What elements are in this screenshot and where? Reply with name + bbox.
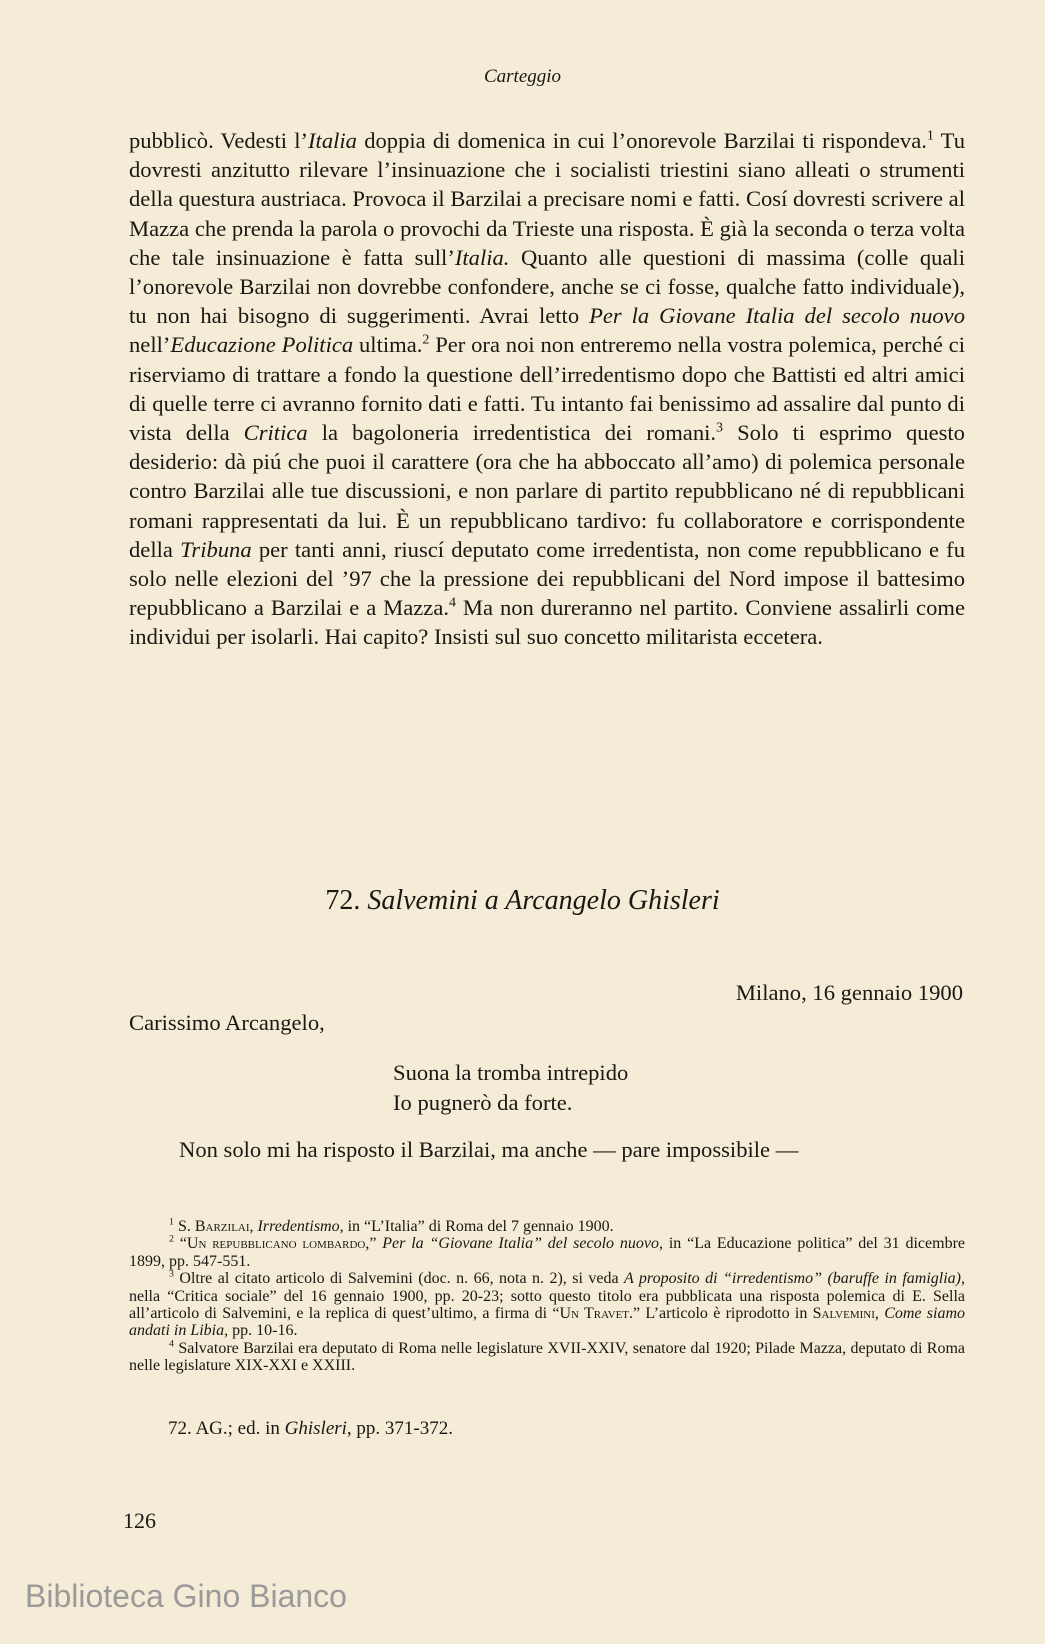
- text: Per ora noi non entreremo nella vostra polemica, perché ci riserviamo di trattare a fondo la questione dell’irredentismo dopo che Battisti ed altri amici di quelle terre ci avranno fornito dati e fatti. Tu intanto fai benissimo ad assalire dal punto di vista della: [129, 332, 965, 446]
- footnote-ref: 3: [716, 420, 724, 436]
- body-text: [129, 126, 965, 652]
- text: .” L’articolo è riprodotto in: [629, 1305, 813, 1323]
- text: S.: [173, 1218, 195, 1235]
- footnote-ref: 2: [422, 332, 430, 348]
- text: , in “L’Italia” di Roma del 7 gennaio 1900.: [339, 1218, 614, 1235]
- small-caps-text: Salvemini: [812, 1305, 875, 1323]
- text: per tanti anni, riuscí deputato come irredentista, non come repubblicano e fu solo nelle elezioni del ’97 che la pressione dei repubblicani del Nord impose il battesimo repubblicano a Barzilai e a Mazza.: [129, 536, 965, 621]
- text: pubblicò. Vedesti l’: [129, 128, 309, 153]
- italic-text: Per la Giovane Italia del secolo nuovo: [589, 303, 965, 329]
- footnote-number: 4: [169, 1338, 174, 1350]
- footnotes: [129, 1218, 965, 1375]
- small-caps-text: Un Travet: [559, 1305, 630, 1323]
- letter-heading: [0, 885, 1045, 917]
- italic-text: Educazione Politica: [170, 332, 354, 358]
- letter-number: 72.: [325, 885, 361, 916]
- text: , in “La Educazione politica” del 31 dicembre 1899, pp. 547-551.: [129, 1235, 966, 1270]
- italic-text: A proposito di “irredentismo” (baruffe in famiglia): [624, 1270, 961, 1288]
- text: ,”: [365, 1235, 383, 1253]
- italic-text: Irredentismo: [257, 1218, 340, 1235]
- source-note: [168, 1418, 453, 1440]
- verse-line: Io pugnerò da forte.: [393, 1090, 573, 1115]
- body-paragraph: [129, 126, 965, 652]
- italic-text: Italia: [308, 128, 357, 153]
- footnote-number: 2: [169, 1234, 174, 1246]
- footnote: [129, 1340, 965, 1375]
- text: Salvatore Barzilai era deputato di Roma nelle legislature XVII-XXIV, senatore dal 1920; Pilade Mazza, deputato di Roma nelle legislature XIX-XXI e XXIII.: [129, 1339, 965, 1375]
- letter-title: Salvemini a Arcangelo Ghisleri: [367, 885, 720, 916]
- library-watermark: Biblioteca Gino Bianco: [25, 1578, 347, 1614]
- italic-text: Ghisleri: [284, 1418, 347, 1439]
- text: ,: [249, 1218, 258, 1235]
- italic-text: Come siamo andati in Libia: [129, 1305, 966, 1340]
- footnote-number: 1: [169, 1216, 174, 1228]
- italic-text: Tribuna: [180, 536, 252, 562]
- text: ultima.: [353, 332, 423, 358]
- text: , nella “Critica sociale” del 16 gennaio 1900, pp. 20-23; sotto questo titolo era pubblicata una risposta polemica di E. Sella all’articolo di Salvemini, e la replica di quest’ultimo, a firma di “: [129, 1270, 965, 1323]
- verse-quote: [393, 1058, 628, 1118]
- text: ,: [874, 1305, 885, 1323]
- footnote-ref: 4: [449, 595, 456, 611]
- source-number: 72.: [168, 1418, 192, 1439]
- text: , pp. 371-372.: [346, 1418, 453, 1439]
- footnote: [129, 1218, 965, 1235]
- text: Tu dovresti anzitutto rilevare l’insinuazione che i socialisti triestini siano alleati o strumenti della questura austriaca. Provoca il Barzilai a precisare nomi e fatti. Cosí dovresti scrivere al Mazza che prenda la parola o provochi da Trieste una risposta. È già la seconda o terza volta che tale insinuazione è fatta sull’: [129, 128, 965, 270]
- text: la bagoloneria irredentistica dei romani.: [307, 420, 717, 446]
- small-caps-text: Un repubblicano lombardo: [186, 1235, 366, 1253]
- text: Ma non dureranno nel partito. Conviene assalirli come individui per isolarli. Hai capito? Insisti sul suo concetto militarista eccetera.: [129, 595, 965, 650]
- text: AG.; ed. in: [191, 1418, 285, 1439]
- text: nell’: [129, 332, 171, 358]
- footnote-ref: 1: [926, 128, 934, 144]
- italic-text: Critica: [243, 420, 308, 446]
- italic-text: Per la “Giovane Italia” del secolo nuovo: [382, 1235, 659, 1253]
- small-caps-text: Barzilai: [194, 1218, 250, 1235]
- text: Oltre al citato articolo di Salvemini (doc. n. 66, nota n. 2), si veda: [173, 1270, 624, 1288]
- page-number: 126: [123, 1508, 156, 1533]
- dateline: Milano, 16 gennaio 1900: [735, 980, 963, 1005]
- verse-line: Suona la tromba intrepido: [393, 1060, 629, 1085]
- text: , pp. 10-16.: [224, 1322, 298, 1340]
- footnote: [129, 1235, 965, 1270]
- text: “: [173, 1235, 187, 1253]
- running-head: Carteggio: [483, 66, 562, 87]
- text: doppia di domenica in cui l’onorevole Barzilai ti rispondeva.: [356, 128, 927, 153]
- text: Solo ti esprimo questo desiderio: dà piú che puoi il carattere (ora che ha abboccato all’amo) di polemica personale contro Barzilai alle tue discussioni, e non parlare di partito repubblicano né di repubblicani romani rappresentati da lui. È un repubblicano tardivo: fu collaboratore e corrispondente della: [129, 420, 965, 562]
- letter-first-line: Non solo mi ha risposto il Barzilai, ma anche — pare impossibile —: [179, 1137, 799, 1162]
- salutation: Carissimo Arcangelo,: [129, 1010, 325, 1035]
- footnote: [129, 1270, 965, 1340]
- footnote-number: 3: [169, 1268, 174, 1280]
- italic-text: Italia.: [454, 244, 510, 270]
- text: Quanto alle questioni di massima (colle quali l’onorevole Barzilai non dovrebbe confondere, anche se ci fosse, qualche fatto individuale), tu non hai bisogno di suggerimenti. Avrai letto: [129, 244, 965, 329]
